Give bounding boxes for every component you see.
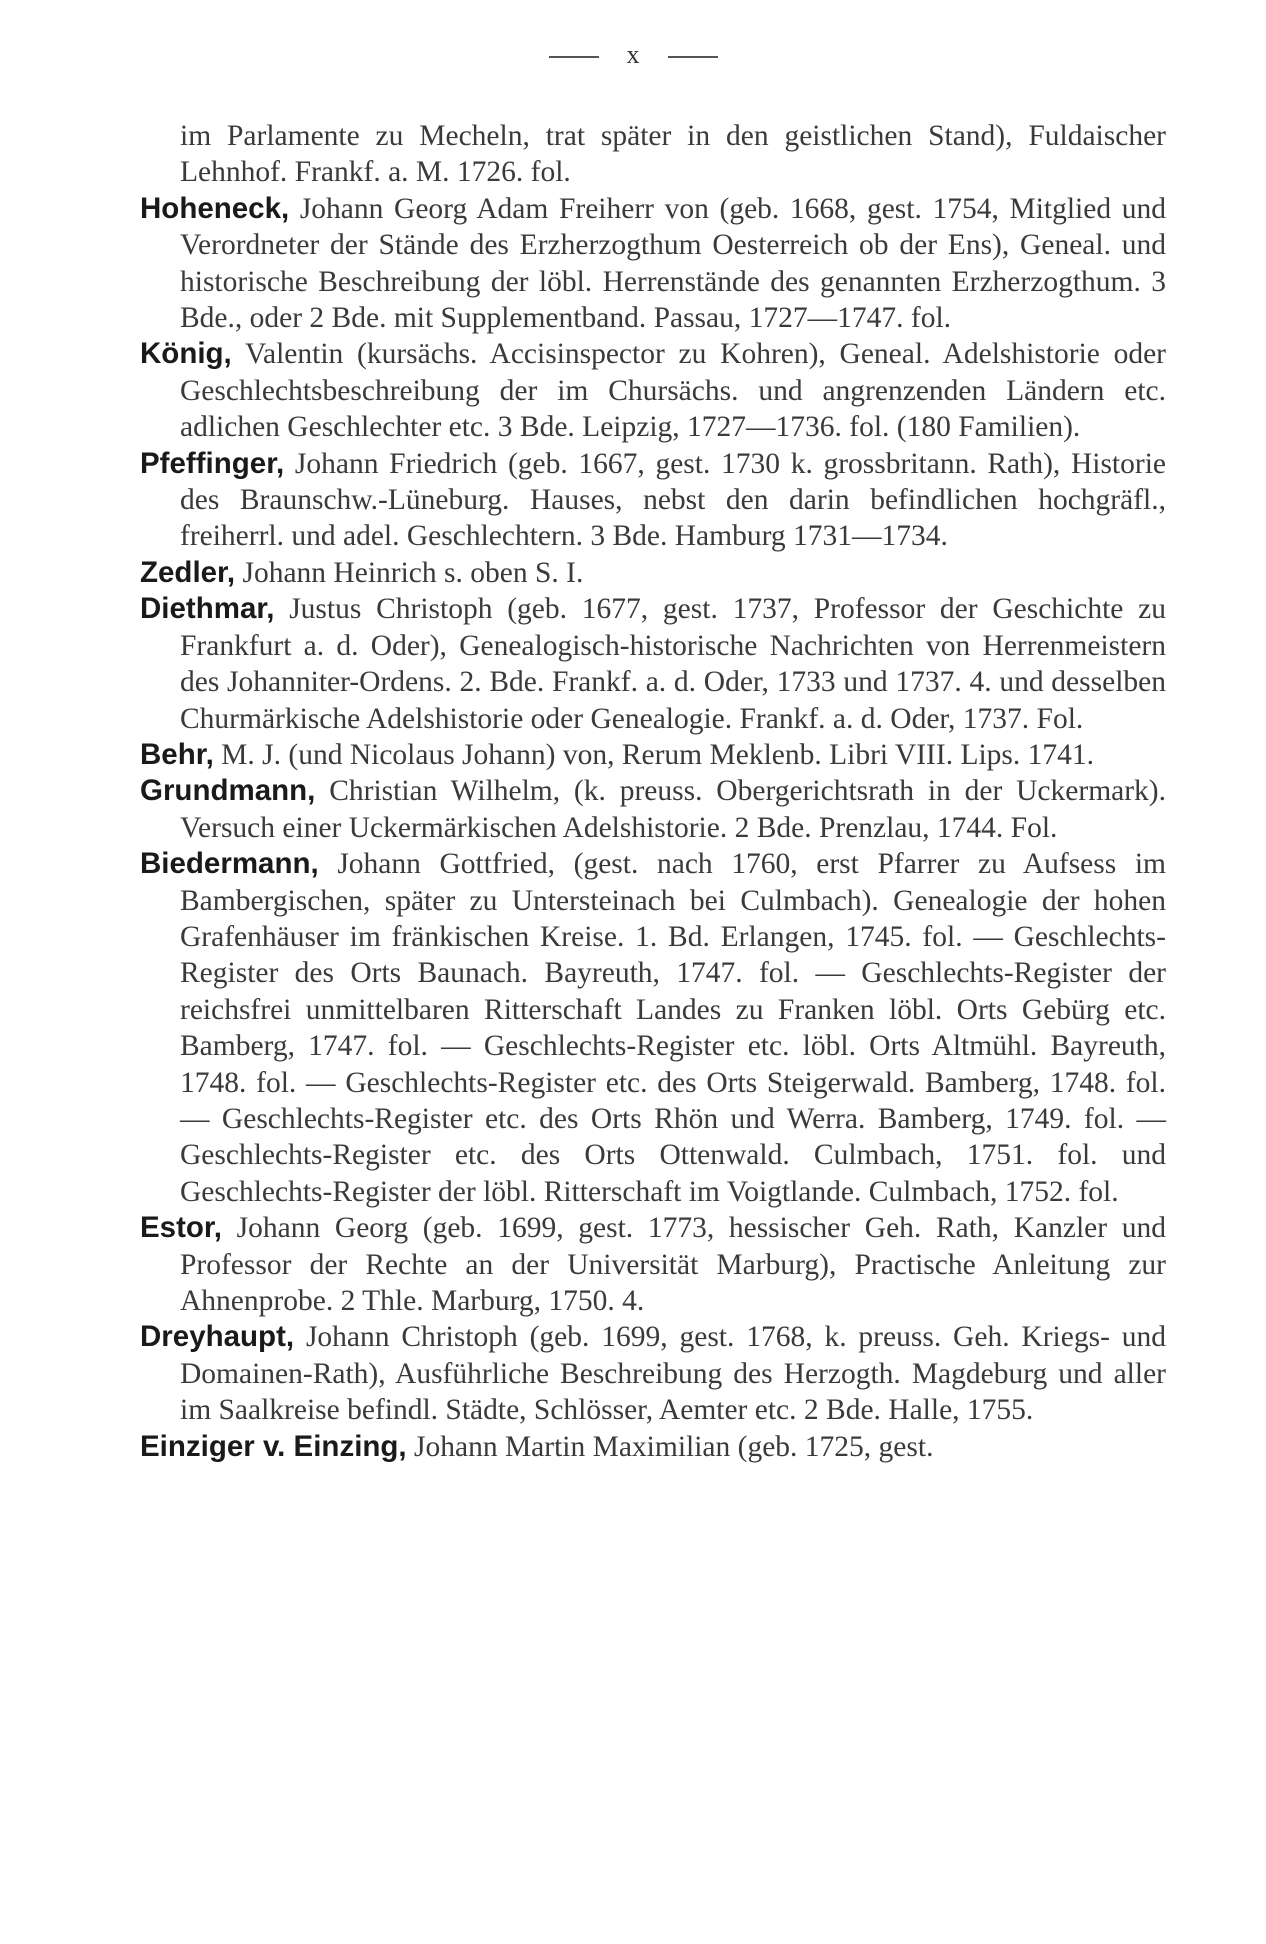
entry-name: Einziger v. Einzing, xyxy=(140,1429,407,1463)
entry-grundmann xyxy=(140,773,1166,846)
entry-pfeffinger xyxy=(140,446,1166,555)
entry-text: Johann Georg Adam Freiherr von (geb. 1668, gest. 1754, Mitglied und Verordneter der Stände des Erzherzogthum Oesterreich ob der Ens), Geneal. und historische Beschreibung der löbl. Herrenstände des genannten Erzherzogthum. 3 Bde., oder 2 Bde. mit Supplementband. Passau, 1727—1747. fol. xyxy=(180,192,1166,335)
entry-name: Hoheneck, xyxy=(140,191,290,225)
entry-name: König, xyxy=(140,337,232,371)
entry-text: Johann Gottfried, (gest. nach 1760, erst Pfarrer zu Aufsess im Bambergischen, später zu Untersteinach bei Culmbach). Genealogie der hohen Grafenhäuser im fränkischen Kreise. 1. Bd. Erlangen, 1745. fol. — Geschlechts-Register des Orts Baunach. Bayreuth, 1747. fol. — Geschlechts-Register der reichsfrei unmittelbaren Ritterschaft Landes zu Franken löbl. Orts Gebürg etc. Bamberg, 1747. fol. — Geschlechts-Register etc. löbl. Orts Altmühl. Bayreuth, 1748. fol. — Geschlechts-Register etc. des Orts Steigerwald. Bamberg, 1748. fol. — Geschlechts-Register etc. des Orts Rhön und Werra. Bamberg, 1749. fol. — Geschlechts-Register etc. des Orts Ottenwald. Culmbach, 1751. fol. und Geschlechts-Register der löbl. Ritterschaft im Voigtlande. Culmbach, 1752. fol. xyxy=(180,848,1166,1208)
header-dash-right xyxy=(668,56,718,58)
entry-name: Dreyhaupt, xyxy=(140,1320,295,1354)
entry-text: Johann Georg (geb. 1699, gest. 1773, hessischer Geh. Rath, Kanzler und Professor der Rechte an der Universität Marburg), Practische Anleitung zur Ahnenprobe. 2 Thle. Marburg, 1750. 4. xyxy=(180,1212,1166,1317)
continuation-paragraph xyxy=(140,118,1166,191)
entry-text: Johann Martin Maximilian (geb. 1725, gest. xyxy=(414,1430,934,1463)
entry-diethmar xyxy=(140,591,1166,737)
entry-name: Behr, xyxy=(140,737,214,771)
entry-zedler xyxy=(140,555,1166,591)
entry-name: Grundmann, xyxy=(140,774,316,808)
entry-name: Diethmar, xyxy=(140,592,275,626)
entry-text: Johann Christoph (geb. 1699, gest. 1768, k. preuss. Geh. Kriegs- und Domainen-Rath), Ausführliche Beschreibung des Herzogth. Magdeburg und aller im Saalkreise befindl. Städte, Schlösser, Aemter etc. 2 Bde. Halle, 1755. xyxy=(180,1321,1166,1427)
continuation-text: im Parlamente zu Mecheln, trat später in den geistlichen Stand), Fuldaischer Lehnhof. Frankf. a. M. 1726. fol. xyxy=(180,120,1166,189)
entry-hoheneck xyxy=(140,191,1166,337)
entry-dreyhaupt xyxy=(140,1319,1166,1428)
header-dash-left xyxy=(549,56,599,58)
entry-name: Estor, xyxy=(140,1211,222,1245)
entry-behr xyxy=(140,737,1166,773)
entry-biedermann xyxy=(140,846,1166,1210)
entry-name: Biedermann, xyxy=(140,847,319,881)
page-header xyxy=(0,40,1266,70)
entry-einziger xyxy=(140,1429,1166,1465)
entry-estor xyxy=(140,1210,1166,1319)
entry-text: M. J. (und Nicolaus Johann) von, Rerum Meklenb. Libri VIII. Lips. 1741. xyxy=(221,738,1095,771)
entry-text: Christian Wilhelm, (k. preuss. Obergerichtsrath in der Uckermark). Versuch einer Uckermärkischen Adelshistorie. 2 Bde. Prenzlau, 1744. Fol. xyxy=(180,775,1167,844)
page-number: x xyxy=(626,40,640,69)
entry-text: Johann Friedrich (geb. 1667, gest. 1730 k. grossbritann. Rath), Historie des Braunschw.-Lüneburg. Hauses, nebst den darin befindlichen hochgräfl., freiherrl. und adel. Geschlechtern. 3 Bde. Hamburg 1731—1734. xyxy=(180,447,1166,553)
entry-koenig xyxy=(140,336,1166,445)
entry-text: Valentin (kursächs. Accisinspector zu Kohren), Geneal. Adelshistorie oder Geschlechtsbeschreibung der im Chursächs. und angrenzenden Ländern etc. adlichen Geschlechter etc. 3 Bde. Leipzig, 1727—1736. fol. (180 Familien). xyxy=(180,338,1167,444)
bibliography-text xyxy=(140,118,1166,1465)
entry-name: Zedler, xyxy=(140,555,236,589)
entry-text: Johann Heinrich s. oben S. I. xyxy=(242,556,584,589)
entry-text: Justus Christoph (geb. 1677, gest. 1737, Professor der Geschichte zu Frankfurt a. d. Oder), Genealogisch-historische Nachrichten von Herrenmeistern des Johanniter-Ordens. 2. Bde. Frankf. a. d. Oder, 1733 und 1737. 4. und desselben Churmärkische Adelshistorie oder Genealogie. Frankf. a. d. Oder, 1737. Fol. xyxy=(180,593,1166,735)
entry-name: Pfeffinger, xyxy=(140,446,285,480)
